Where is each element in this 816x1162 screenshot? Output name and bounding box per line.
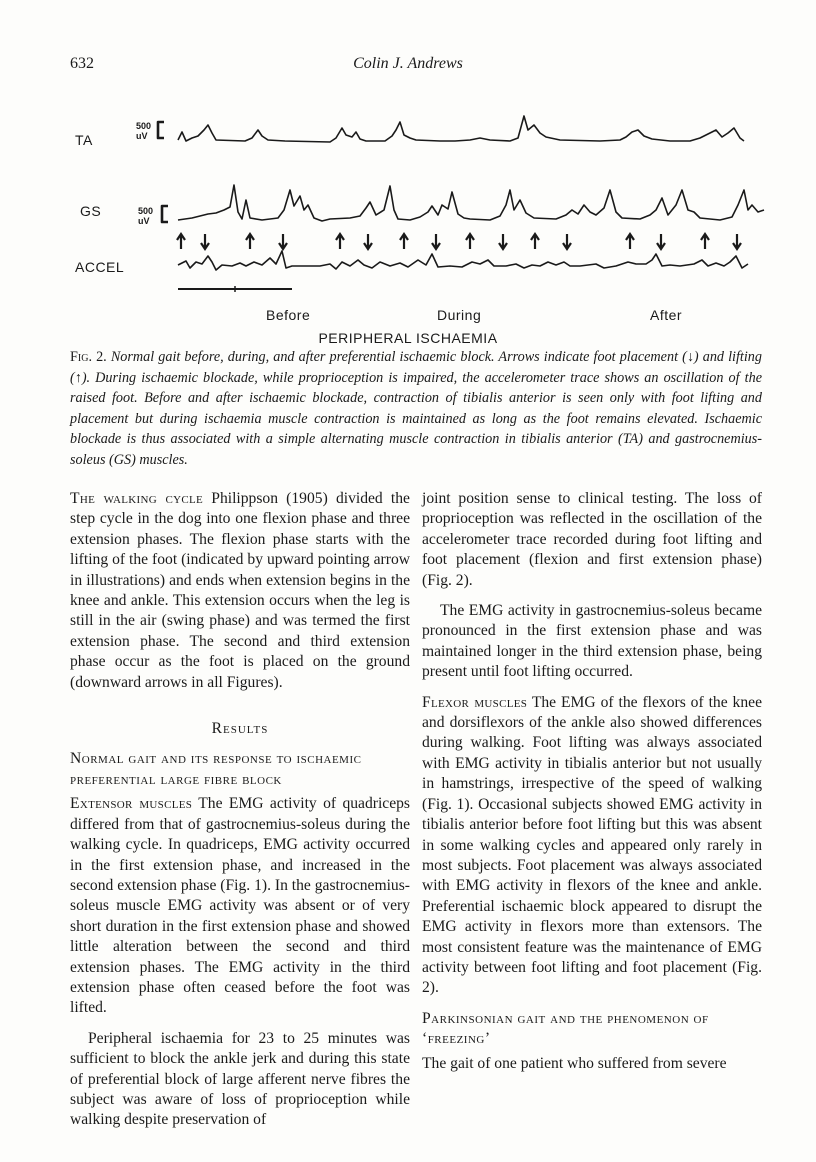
left-column: [70, 489, 410, 1131]
phase-label-before: Before: [266, 307, 311, 323]
walking-cycle-paragraph: [70, 489, 410, 693]
results-head: Results: [211, 720, 269, 738]
arrow-down-icon: [201, 234, 209, 249]
flexor-head: Flexor muscles: [422, 693, 528, 711]
extensor-head: Extensor muscles: [70, 795, 193, 813]
caption-figure-number: Fig. 2.: [70, 349, 107, 365]
arrow-up-icon: [400, 234, 408, 249]
continued-paragraph: joint position sense to clinical testing. The loss of proprioception was reflected in the oscillation of the accelerometer trace recorded during foot lifting and foot placement (flexion and first extension phase) (Fig. 2).: [422, 490, 762, 589]
parkinsonian-head: Parkinsonian gait and the phenomenon of ‘freezing’: [422, 1009, 709, 1048]
arrow-up-icon: [531, 234, 539, 249]
figure-caption: [70, 347, 762, 471]
arrow-up-icon: [626, 234, 634, 249]
walking-cycle-head: The walking cycle: [70, 490, 204, 507]
arrow-down-icon: [657, 234, 665, 249]
accel-trace: [178, 251, 748, 270]
arrow-down-icon: [499, 234, 507, 249]
caption-text: Normal gait before, during, and after preferential ischaemic block. Arrows indicate foot placement (↓) and lifting (↑). During ischaemic blockade, while proprioception is impaired, the accelerometer trace shows an oscillation of the raised foot. Before and after ischaemic blockade, contraction of tibialis anterior is seen only with foot lifting and placement but during ischaemia muscle contraction is maintained as long as the foot remains elevated. Ischaemic blockade is thus associated with a simple alternating muscle contraction in tibialis anterior (TA) and gastrocnemius-soleus (GS) muscles.: [70, 349, 762, 468]
arrow-down-icon: [364, 234, 372, 249]
ischaemia-paragraph: Peripheral ischaemia for 23 to 25 minutes was sufficient to block the ankle jerk and during this state of preferential block of large afferent nerve fibres the subject was aware of loss of proprioception while walking despite preservation of: [70, 1029, 410, 1129]
parkinsonian-paragraph: The gait of one patient who suffered from severe: [422, 1054, 727, 1072]
gs-trace: [178, 185, 764, 221]
extensor-paragraph: [70, 794, 410, 1018]
page-number: 632: [70, 55, 94, 72]
flexor-paragraph: [422, 693, 762, 999]
arrow-up-icon: [701, 234, 709, 249]
gs-scale-bar: [162, 206, 168, 222]
arrow-down-icon: [279, 234, 287, 249]
figure-title: PERIPHERAL ISCHAEMIA: [318, 330, 498, 346]
ta-trace: [178, 116, 744, 142]
phase-label-during: During: [437, 307, 482, 323]
running-head: Colin J. Andrews: [353, 55, 463, 72]
arrow-down-icon: [733, 234, 741, 249]
arrow-up-icon: [466, 234, 474, 249]
arrow-up-icon: [246, 234, 254, 249]
flexor-text: The EMG of the flexors of the knee and dorsiflexors of the ankle also showed differences during walking. Foot lifting was always associated with EMG activity in tibialis anterior but not usually in hamstrings, irrespective of the speed of walking (Fig. 1). Occasional subjects showed EMG activity in tibialis anterior before foot lifting but this was absent in some walking cycles and appeared only rarely in most subjects. Foot placement was always associated with EMG activity in flexors of the knee and ankle. Preferential ischaemic block appeared to disrupt the EMG activity in flexors more than extensors. The most consistent feature was the maintenance of EMG activity between foot lifting and foot placement (Fig. 2).: [422, 693, 762, 997]
arrow-up-icon: [177, 234, 185, 249]
foot-arrows: [177, 234, 741, 249]
arrow-down-icon: [432, 234, 440, 249]
gs-paragraph: The EMG activity in gastrocnemius-soleus became pronounced in the first extension phase and was maintained longer in the third extension phase, being present until foot lifting occurred.: [422, 602, 762, 681]
walking-cycle-text: Philippson (1905) divided the step cycle in the dog into one flexion phase and three extension phases. The flexion phase starts with the lifting of the foot (indicated by upward pointing arrow in illustrations) and ends when extension begins in the knee and ankle. This extension occurs when the leg is still in the air (swing phase) and was termed the first extension phase. The second and third extension phase occur as the foot is placed on the ground (downward arrows in all Figures).: [70, 490, 410, 691]
normal-gait-head: Normal gait and its response to ischaemic preferential large fibre block: [70, 750, 362, 788]
ta-scale-bar: [158, 122, 164, 138]
phase-label-after: After: [650, 307, 683, 323]
extensor-text: The EMG activity of quadriceps differed from that of gastrocnemius-soleus during the walking cycle. In quadriceps, EMG activity occurred in the first extension phase, and increased in the second extension phase (Fig. 1). In the gastrocnemius-soleus muscle EMG activity was absent or of very short duration in the first extension phase and showed little alteration between the second and third extension phases. The EMG activity in the third extension phase often ceased before the foot was lifted.: [70, 795, 410, 1017]
gs-scale-label: 500 uV: [138, 206, 154, 226]
arrow-up-icon: [336, 234, 344, 249]
ta-scale-label: 500 uV: [136, 121, 152, 141]
trace-label-accel: ACCEL: [75, 259, 125, 275]
arrow-down-icon: [563, 234, 571, 249]
emg-figure: [0, 0, 816, 310]
trace-label-ta: TA: [75, 132, 93, 148]
trace-label-gs: GS: [80, 203, 102, 219]
right-column: [422, 489, 762, 1074]
